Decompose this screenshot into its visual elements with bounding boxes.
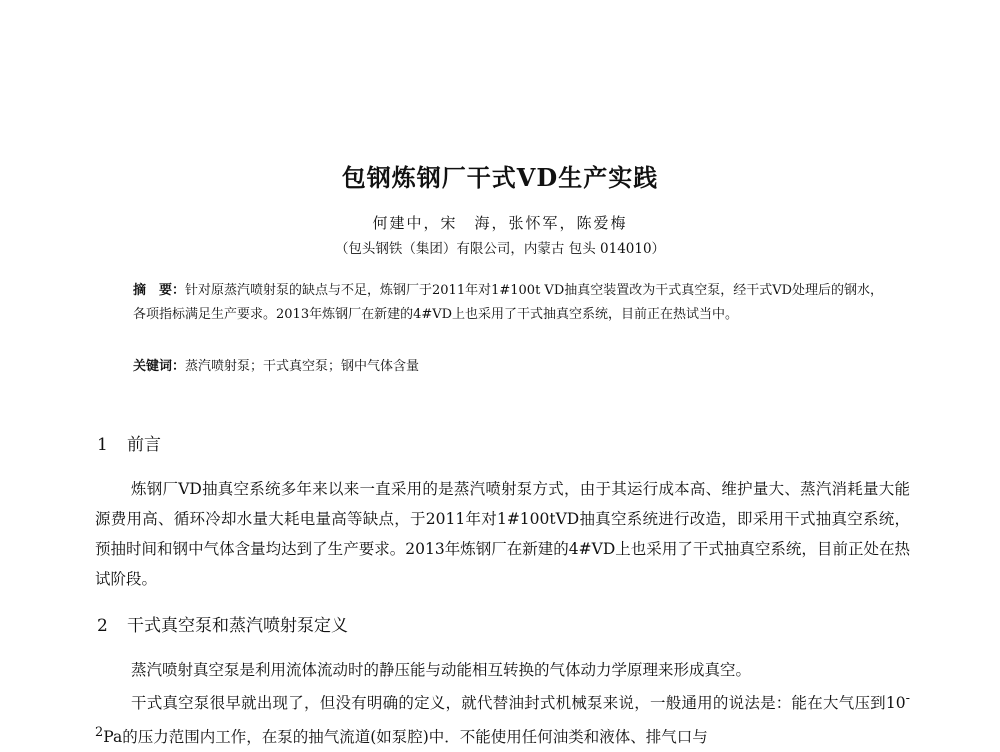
section-1-heading [97,430,161,455]
keywords-text: 蒸汽喷射泵；干式真空泵；钢中气体含量 [185,359,420,374]
exponent: -2 [95,691,910,741]
section-2-heading [97,611,348,636]
section-2-number: 2 [97,616,108,636]
author-list: 何建中，宋 海，张怀军，陈爱梅 [372,214,628,232]
abstract-label: 摘 要： [133,283,186,298]
section-2-paragraph-1: 蒸汽喷射真空泵是利用流体流动时的静压能与动能相互转换的气体动力学原理来形成真空。 [131,661,752,679]
section-1-title: 前言 [127,435,161,455]
keywords-label: 关键词： [133,359,186,374]
section-1-paragraph: 炼钢厂VD抽真空系统多年来以来一直采用的是蒸汽喷射泵方式，由于其运行成本高、维护量大、蒸汽消耗量大能源费用高、循环冷却水量大耗电量高等缺点，于2011年对1#100tVD抽真空系统进行改造，即采用干式抽真空系统，预抽时间和钢中气体含量均达到了生产要求。2013年炼钢厂在新建的4#VD上也采用了干式抽真空系统，目前正处在热试阶段。 [95,480,910,588]
affiliation: （包头钢铁（集团）有限公司，内蒙古 包头 014010） [334,241,666,257]
section-2-paragraph-2-part-a: 干式真空泵很早就出现了，但没有明确的定义，就代替油封式机械泵来说，一般通用的说法是：能在大气压到10 [131,694,906,713]
section-2-title: 干式真空泵和蒸汽喷射泵定义 [127,616,348,636]
abstract [133,279,893,327]
section-2-paragraph-2 [95,684,910,752]
paper-title: 包钢炼钢厂干式VD生产实践 [341,163,659,192]
section-2-paragraph-2-part-b: Pa的压力范围内工作，在泵的抽气流道(如泵腔)中．不能使用任何油类和液体、排气口与 [103,728,708,747]
section-1-number: 1 [97,435,108,455]
abstract-text: 针对原蒸汽喷射泵的缺点与不足，炼钢厂于2011年对1#100t VD抽真空装置改为干式真空泵，经干式VD处理后的钢水，各项指标满足生产要求。2013年炼钢厂在新建的4#VD上也采用了干式抽真空系统，目前正在热试当中。 [133,283,884,322]
keywords [133,355,893,374]
